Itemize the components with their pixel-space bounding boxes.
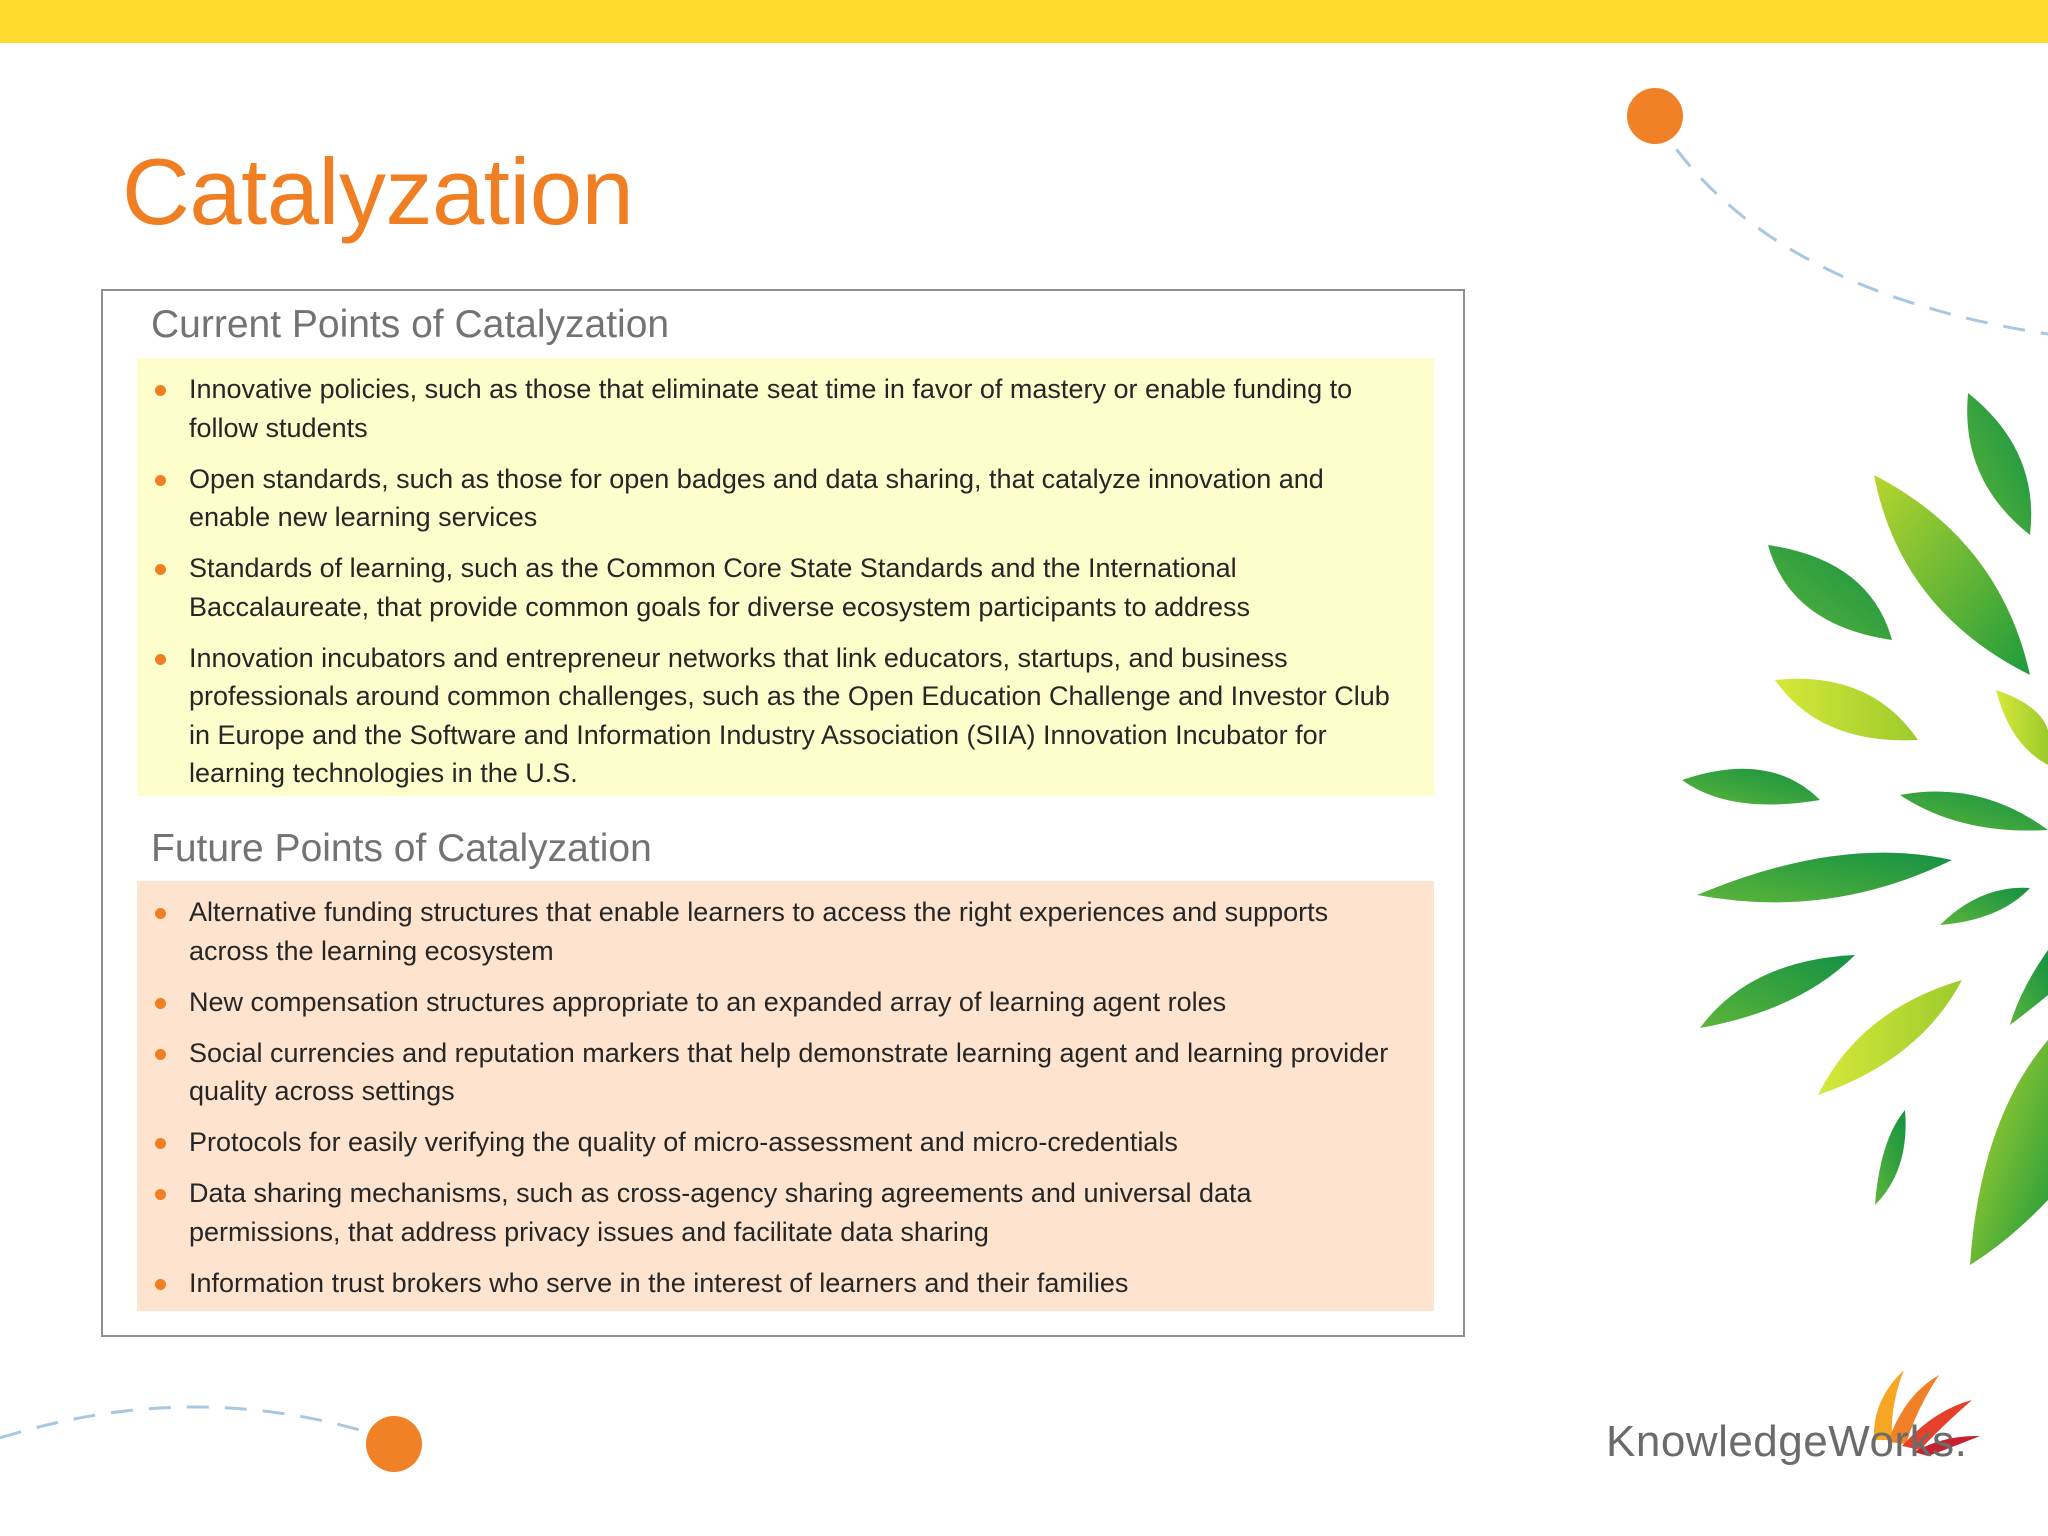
leaf-3: [1768, 545, 1892, 640]
slide-title: Catalyzation: [122, 139, 634, 244]
list-item: Protocols for easily verifying the quality of micro-assessment and micro-credentials: [189, 1123, 1394, 1162]
list-item: Innovative policies, such as those that eliminate seat time in favor of mastery or enable funding to follow students: [189, 370, 1394, 447]
leaf-12: [2010, 950, 2048, 1025]
leaf-13: [1875, 1110, 1906, 1205]
future-points-box: [137, 881, 1434, 1311]
list-item: Innovation incubators and entrepreneur networks that link educators, startups, and business professionals around common challenges, such as the Open Education Challenge and Investor Club in Europe and the Software and Information Industry Association (SIIA) Innovation Incubator for learning technologies in the U.S.: [189, 639, 1394, 793]
list-item: Information trust brokers who serve in the interest of learners and their families: [189, 1264, 1394, 1303]
leaf-9: [1940, 888, 2030, 925]
leaf-14: [1970, 1040, 2048, 1265]
leaf-11: [1818, 980, 1962, 1095]
list-item: Alternative funding structures that enable learners to access the right experiences and supports across the learning ecosystem: [189, 893, 1394, 970]
leaf-4: [1775, 679, 1918, 741]
leaf-10: [1700, 955, 1855, 1028]
list-item: New compensation structures appropriate to an expanded array of learning agent roles: [189, 983, 1394, 1022]
leaf-7: [1900, 792, 2048, 831]
leaf-1: [1967, 393, 2031, 535]
future-points-list: [189, 893, 1394, 1302]
dashed-arc-bottom-left: [0, 1407, 392, 1440]
leaf-6: [1682, 769, 1820, 805]
leaf-5: [1996, 690, 2048, 765]
orange-dot-top: [1627, 88, 1683, 144]
list-item: Standards of learning, such as the Common Core State Standards and the International Baccalaureate, that provide common goals for diverse ecosystem participants to address: [189, 549, 1394, 626]
current-points-list: [189, 370, 1394, 793]
content-panel: [101, 289, 1465, 1337]
future-section-heading: Future Points of Catalyzation: [151, 827, 652, 870]
current-section-heading: Current Points of Catalyzation: [151, 303, 670, 346]
leaf-cluster: [1682, 393, 2048, 1265]
dashed-arc-top-right: [1655, 118, 2048, 334]
knowledgeworks-logo-text: KnowledgeWorks.: [1606, 1417, 1968, 1466]
orange-dot-bottom: [366, 1416, 422, 1472]
list-item: Social currencies and reputation markers that help demonstrate learning agent and learning provider quality across settings: [189, 1034, 1394, 1111]
leaf-8: [1697, 853, 1952, 903]
current-points-box: [137, 358, 1434, 796]
list-item: Open standards, such as those for open badges and data sharing, that catalyze innovation and enable new learning services: [189, 460, 1394, 537]
list-item: Data sharing mechanisms, such as cross-agency sharing agreements and universal data permissions, that address privacy issues and facilitate data sharing: [189, 1174, 1394, 1251]
